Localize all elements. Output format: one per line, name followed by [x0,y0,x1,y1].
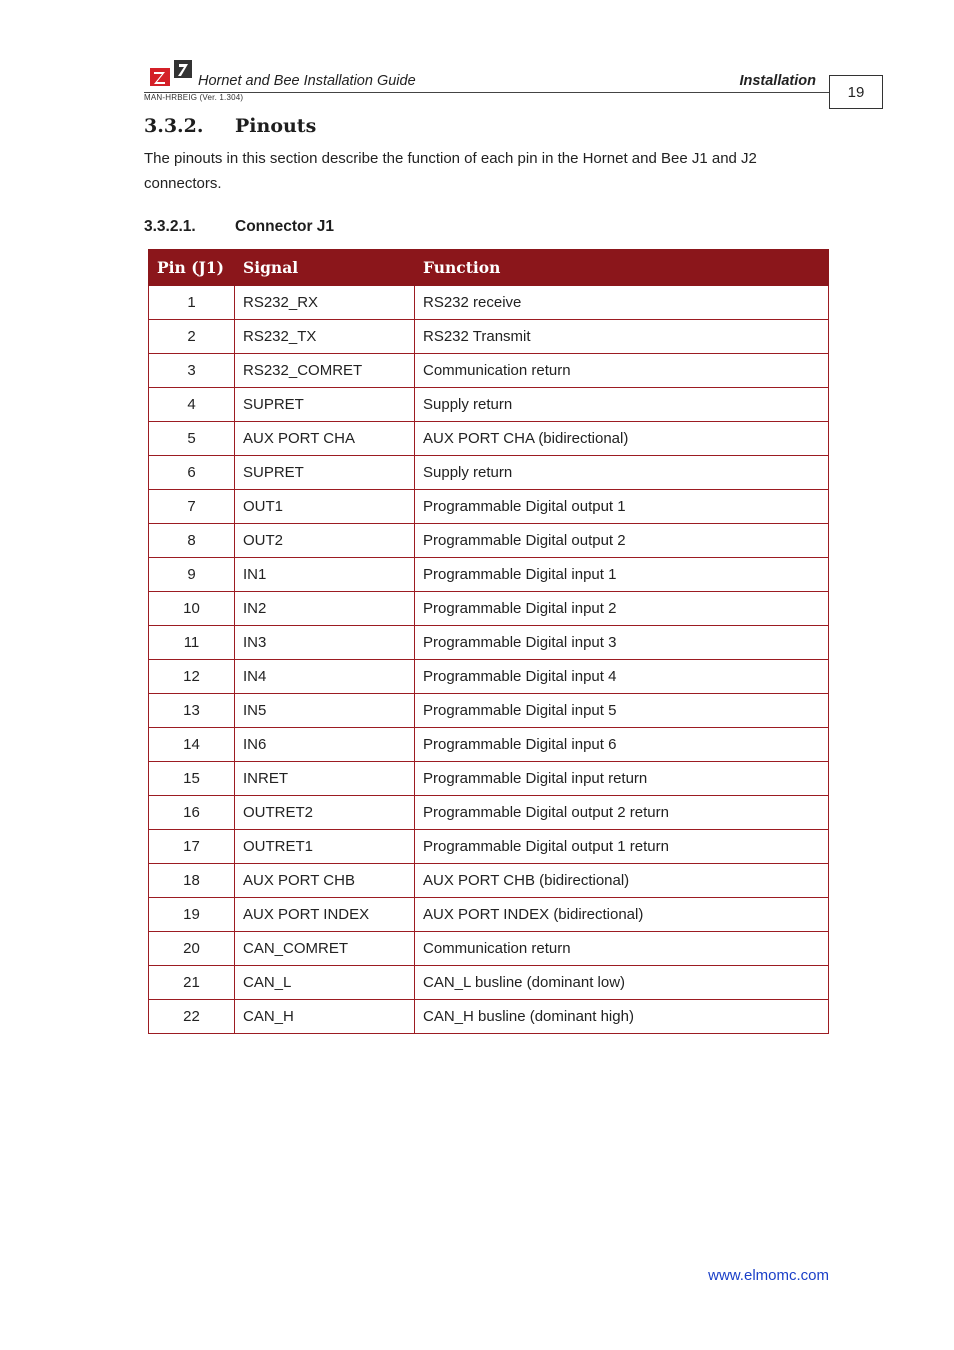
pin-cell: 18 [149,864,235,898]
function-cell: Programmable Digital output 1 [415,490,829,524]
signal-cell: RS232_COMRET [235,354,415,388]
pin-cell: 19 [149,898,235,932]
function-cell: Supply return [415,388,829,422]
pinout-table [148,249,829,1034]
table-row [149,558,829,592]
table-row [149,490,829,524]
signal-cell: CAN_L [235,966,415,1000]
function-cell: Programmable Digital output 1 return [415,830,829,864]
page-number: 19 [829,75,883,109]
table-row [149,966,829,1000]
pin-cell: 21 [149,966,235,1000]
table-row [149,898,829,932]
pin-cell: 17 [149,830,235,864]
table-body [149,286,829,1034]
function-cell: Programmable Digital input 4 [415,660,829,694]
pin-cell: 6 [149,456,235,490]
table-row [149,456,829,490]
page-header [144,56,830,104]
section-heading [144,115,316,137]
pin-cell: 3 [149,354,235,388]
signal-cell: CAN_COMRET [235,932,415,966]
pin-cell: 10 [149,592,235,626]
signal-cell: IN2 [235,592,415,626]
function-cell: Communication return [415,354,829,388]
section-number: 3.3.2. [144,115,204,137]
table-row [149,626,829,660]
header-divider [144,92,830,93]
table-row [149,592,829,626]
function-cell: Programmable Digital output 2 [415,524,829,558]
pin-cell: 20 [149,932,235,966]
pin-cell: 2 [149,320,235,354]
table-row [149,1000,829,1034]
document-version: MAN-HRBEIG (Ver. 1.304) [144,93,244,102]
pin-cell: 8 [149,524,235,558]
signal-cell: IN6 [235,728,415,762]
function-cell: AUX PORT CHB (bidirectional) [415,864,829,898]
function-cell: Programmable Digital input 2 [415,592,829,626]
subsection-heading [144,218,334,236]
pin-cell: 11 [149,626,235,660]
pin-cell: 5 [149,422,235,456]
table-row [149,728,829,762]
table-row [149,694,829,728]
elmo-logo-icon [148,58,194,88]
function-cell: Programmable Digital input 3 [415,626,829,660]
section-intro: The pinouts in this section describe the function of each pin in the Hornet and Bee J1 and J2 connectors. [144,150,757,192]
table-row [149,388,829,422]
function-cell: Programmable Digital input 1 [415,558,829,592]
table-row [149,796,829,830]
pin-cell: 9 [149,558,235,592]
signal-cell: AUX PORT CHA [235,422,415,456]
signal-cell: OUTRET1 [235,830,415,864]
signal-cell: AUX PORT CHB [235,864,415,898]
function-cell: Programmable Digital input 5 [415,694,829,728]
column-header-function: Function [415,250,829,286]
subsection-number: 3.3.2.1. [144,218,196,235]
table-row [149,864,829,898]
table-row [149,830,829,864]
pin-cell: 16 [149,796,235,830]
table-row [149,320,829,354]
function-cell: CAN_H busline (dominant high) [415,1000,829,1034]
function-cell: CAN_L busline (dominant low) [415,966,829,1000]
table-row [149,354,829,388]
column-header-signal: Signal [235,250,415,286]
pin-cell: 1 [149,286,235,320]
signal-cell: OUT1 [235,490,415,524]
table-row [149,524,829,558]
function-cell: RS232 Transmit [415,320,829,354]
signal-cell: RS232_TX [235,320,415,354]
table-row [149,762,829,796]
function-cell: AUX PORT INDEX (bidirectional) [415,898,829,932]
document-title: Hornet and Bee Installation Guide [198,73,416,89]
pin-cell: 7 [149,490,235,524]
function-cell: RS232 receive [415,286,829,320]
function-cell: AUX PORT CHA (bidirectional) [415,422,829,456]
table-row [149,932,829,966]
footer-website-link[interactable]: www.elmomc.com [708,1267,829,1284]
pin-cell: 14 [149,728,235,762]
function-cell: Programmable Digital input 6 [415,728,829,762]
signal-cell: OUT2 [235,524,415,558]
signal-cell: SUPRET [235,388,415,422]
pin-cell: 22 [149,1000,235,1034]
function-cell: Programmable Digital output 2 return [415,796,829,830]
section-title: Pinouts [235,115,317,137]
signal-cell: INRET [235,762,415,796]
signal-cell: IN5 [235,694,415,728]
signal-cell: OUTRET2 [235,796,415,830]
signal-cell: AUX PORT INDEX [235,898,415,932]
pin-cell: 12 [149,660,235,694]
table-row [149,286,829,320]
signal-cell: IN4 [235,660,415,694]
pin-cell: 4 [149,388,235,422]
signal-cell: SUPRET [235,456,415,490]
header-section-label: Installation [739,73,816,89]
table-header-row [149,250,829,286]
signal-cell: RS232_RX [235,286,415,320]
table-row [149,660,829,694]
pin-cell: 15 [149,762,235,796]
column-header-pin: Pin (J1) [149,250,235,286]
signal-cell: CAN_H [235,1000,415,1034]
table-row [149,422,829,456]
subsection-title: Connector J1 [235,218,335,235]
function-cell: Programmable Digital input return [415,762,829,796]
signal-cell: IN1 [235,558,415,592]
pin-cell: 13 [149,694,235,728]
function-cell: Communication return [415,932,829,966]
signal-cell: IN3 [235,626,415,660]
function-cell: Supply return [415,456,829,490]
